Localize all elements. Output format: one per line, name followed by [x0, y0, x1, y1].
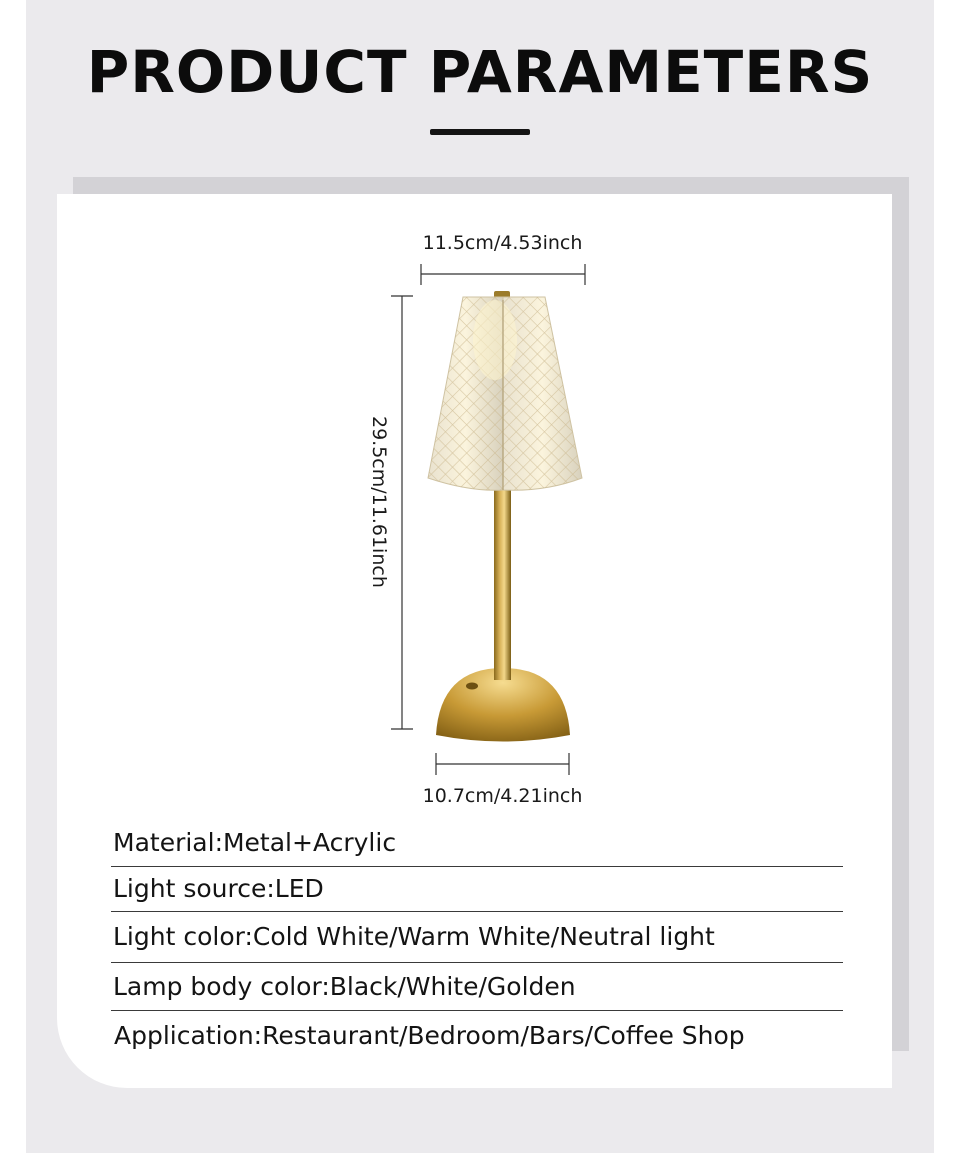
- lamp-illustration: [428, 291, 582, 742]
- spec-body-color: Lamp body color:Black/White/Golden: [113, 972, 576, 1001]
- spec-light-source: Light source:LED: [113, 874, 324, 903]
- spec-material: Material:Metal+Acrylic: [113, 828, 397, 857]
- spec-application: Application:Restaurant/Bedroom/Bars/Coffee Shop: [114, 1021, 745, 1050]
- height-dimension-line: [391, 296, 413, 729]
- top-dimension-line: [421, 264, 585, 285]
- base-width-label: 10.7cm/4.21inch: [422, 785, 583, 807]
- base-dimension-line: [436, 753, 569, 775]
- spec-light-color: Light color:Cold White/Warm White/Neutral light: [113, 922, 715, 951]
- top-width-label: 11.5cm/4.53inch: [422, 232, 583, 254]
- page-title: PRODUCT PARAMETERS: [86, 38, 874, 106]
- height-label: 29.5cm/11.61inch: [368, 416, 390, 588]
- spec-list: [111, 820, 843, 1061]
- touch-button: [466, 683, 478, 690]
